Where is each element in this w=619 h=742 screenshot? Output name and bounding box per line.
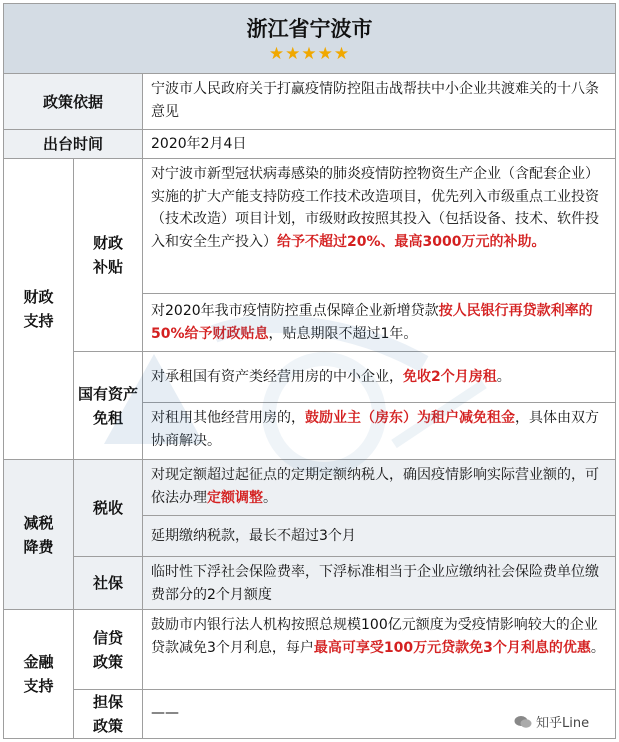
basis-text: 宁波市人民政府关于打赢疫情防控阻击战帮扶中小企业共渡难关的十八条意见 bbox=[143, 74, 615, 130]
date-text: 2020年2月4日 bbox=[143, 130, 615, 159]
sub-credit-label: 信贷 政策 bbox=[74, 610, 143, 690]
page-title: 浙江省宁波市 bbox=[246, 17, 373, 41]
sub-social-label: 社保 bbox=[74, 557, 143, 610]
date-label: 出台时间 bbox=[4, 130, 143, 159]
subsidy-item-2: 对2020年我市疫情防控重点保障企业新增贷款按人民银行再贷款利率的50%给予财政贴息，贴息期限不超过1年。 bbox=[143, 294, 615, 352]
table-header bbox=[4, 4, 615, 74]
sub-rent-label: 国有资产 免租 bbox=[74, 352, 143, 460]
wechat-icon bbox=[514, 715, 532, 729]
sub-taxation-label: 税收 bbox=[74, 460, 143, 557]
basis-label: 政策依据 bbox=[4, 74, 143, 130]
rating-stars: ★★★★★ bbox=[268, 44, 351, 64]
guarantee-item: —— bbox=[151, 705, 179, 721]
credit-item: 鼓励市内银行法人机构按照总规模100亿元额度为受疫情影响较大的企业贷款减免3个月利息，每户最高可享受100万元贷款免3个月利息的优惠。 bbox=[143, 610, 615, 690]
sub-guarantee-label: 担保 政策 bbox=[74, 690, 143, 738]
sub-subsidy-label: 财政 补贴 bbox=[74, 159, 143, 352]
group-tax-label: 减税 降费 bbox=[4, 460, 74, 610]
brand-watermark bbox=[514, 712, 589, 731]
brand-watermark-text: 知乎Line bbox=[536, 716, 590, 731]
tax-item-2: 延期缴纳税款，最长不超过3个月 bbox=[143, 516, 615, 557]
group-fiscal-label: 财政 支持 bbox=[4, 159, 74, 460]
rent-item-1: 对承租国有资产类经营用房的中小企业，免收2个月房租。 bbox=[143, 352, 615, 403]
policy-table bbox=[3, 3, 616, 739]
subsidy-item-1: 对宁波市新型冠状病毒感染的肺炎疫情防控物资生产企业（含配套企业）实施的扩大产能支持防疫工作技术改造项目，优先列入市级重点工业投资（技术改造）项目计划，市级财政按照其投入（包括设备、技术、软件投入和安全生产投入）给予不超过20%、最高3000万元的补助。 bbox=[143, 159, 615, 294]
tax-item-1: 对现定额超过起征点的定期定额纳税人，确因疫情影响实际营业额的，可依法办理定额调整。 bbox=[143, 460, 615, 516]
group-finance-label: 金融 支持 bbox=[4, 610, 74, 738]
rent-item-2: 对租用其他经营用房的，鼓励业主（房东）为租户减免租金，具体由双方协商解决。 bbox=[143, 403, 615, 460]
social-item: 临时性下浮社会保险费率，下浮标准相当于企业应缴纳社会保险费单位缴费部分的2个月额度 bbox=[143, 557, 615, 610]
